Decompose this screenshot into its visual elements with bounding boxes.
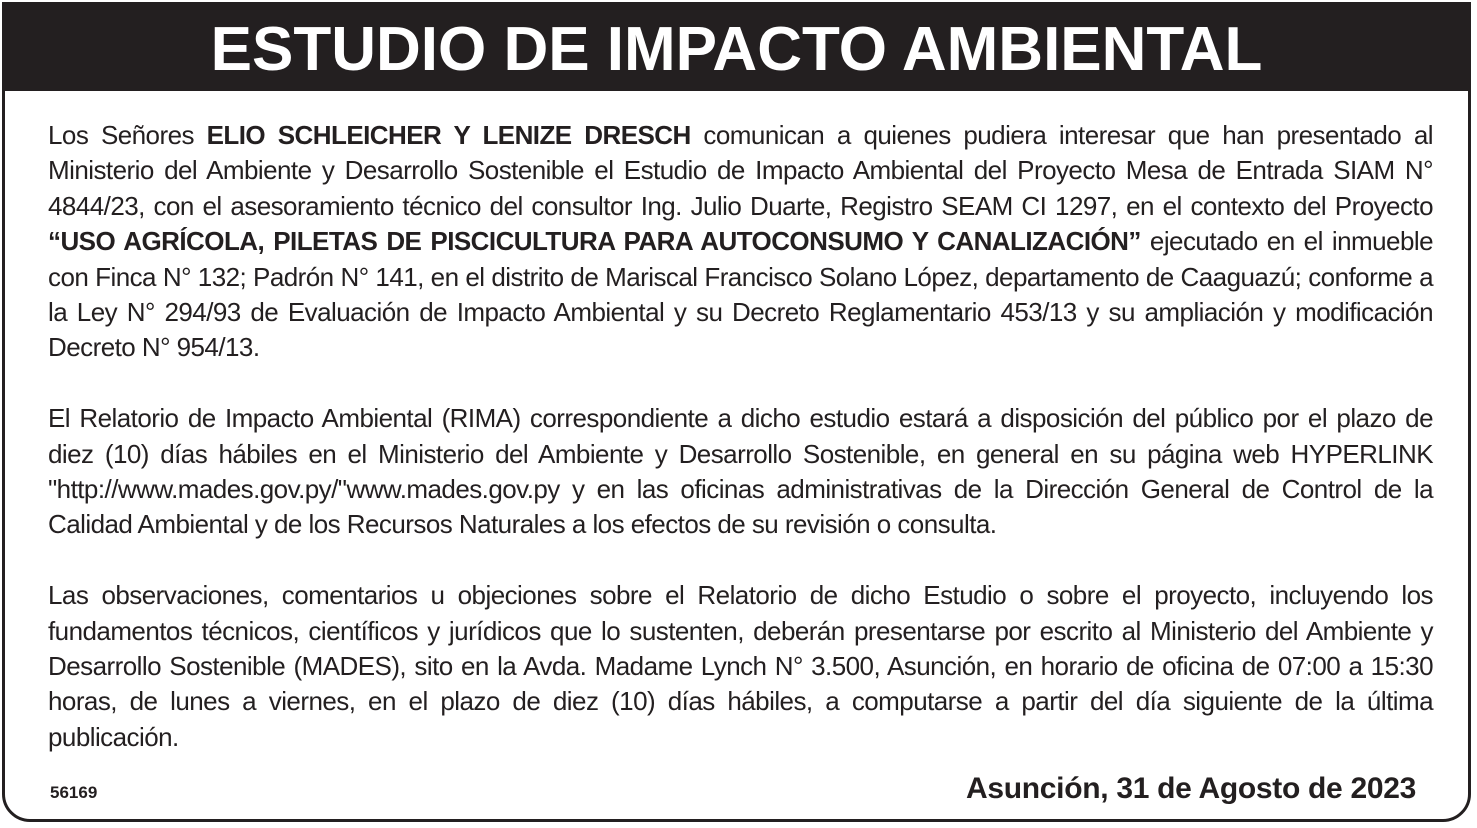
paragraph-1-text-a: Los Señores [48, 120, 207, 150]
paragraph-1 [48, 118, 1433, 366]
title-banner [5, 5, 1468, 91]
project-name: “USO AGRÍCOLA, PILETAS DE PISCICULTURA PARA AUTOCONSUMO Y CANALIZACIÓN” [48, 226, 1141, 257]
reference-number: 56169 [50, 783, 98, 802]
publication-date: Asunción, 31 de Agosto de 2023 [965, 772, 1416, 805]
paragraph-1-text-b: comunican a quienes pudiera interesar que han presentado al Ministerio del Ambiente y Desarrollo Sostenible el Estudio de Impacto Ambiental del Proyecto Mesa de Entrada SIAM N° 4844/23, con el asesoramiento técnico del consultor Ing. Julio Duarte, Registro SEAM CI 1297, en el contexto del Proyecto [48, 120, 1434, 221]
notice-frame [2, 2, 1471, 822]
notice-body [48, 118, 1433, 791]
applicant-names: ELIO SCHLEICHER Y LENIZE DRESCH [206, 120, 691, 150]
paragraph-1-text-c: ejecutado en el inmueble con Finca N° 132; Padrón N° 141, en el distrito de Mariscal Francisco Solano López, departamento de Caaguazú; conforme a la Ley N° 294/93 de Evaluación de Impacto Ambiental y su Decreto Reglamentario 453/13 y su ampliación y modificación Decreto N° 954/13. [48, 226, 1433, 363]
paragraph-3: Las observaciones, comentarios u objeciones sobre el Relatorio de dicho Estudio o sobre el proyecto, incluyendo los fundamentos técnicos, científicos y jurídicos que lo sustenten, deberán presentarse por escrito al Ministerio del Ambiente y Desarrollo Sostenible (MADES), sito en la Avda. Madame Lynch N° 3.500, Asunción, en horario de oficina de 07:00 a 15:30 horas, de lunes a viernes, en el plazo de diez (10) días hábiles, a computarse a partir del día siguiente de la última publicación. [48, 580, 1433, 752]
paragraph-2: El Relatorio de Impacto Ambiental (RIMA) correspondiente a dicho estudio estará a disposición del público por el plazo de diez (10) días hábiles en el Ministerio del Ambiente y Desarrollo Sostenible, en general en su página web HYPERLINK "http://www.mades.gov.py/"www.mades.gov.py y en las oficinas administrativas de la Dirección General de Control de la Calidad Ambiental y de los Recursos Naturales a los efectos de su revisión o consulta. [48, 403, 1433, 540]
page-title: ESTUDIO DE IMPACTO AMBIENTAL [210, 15, 1263, 84]
